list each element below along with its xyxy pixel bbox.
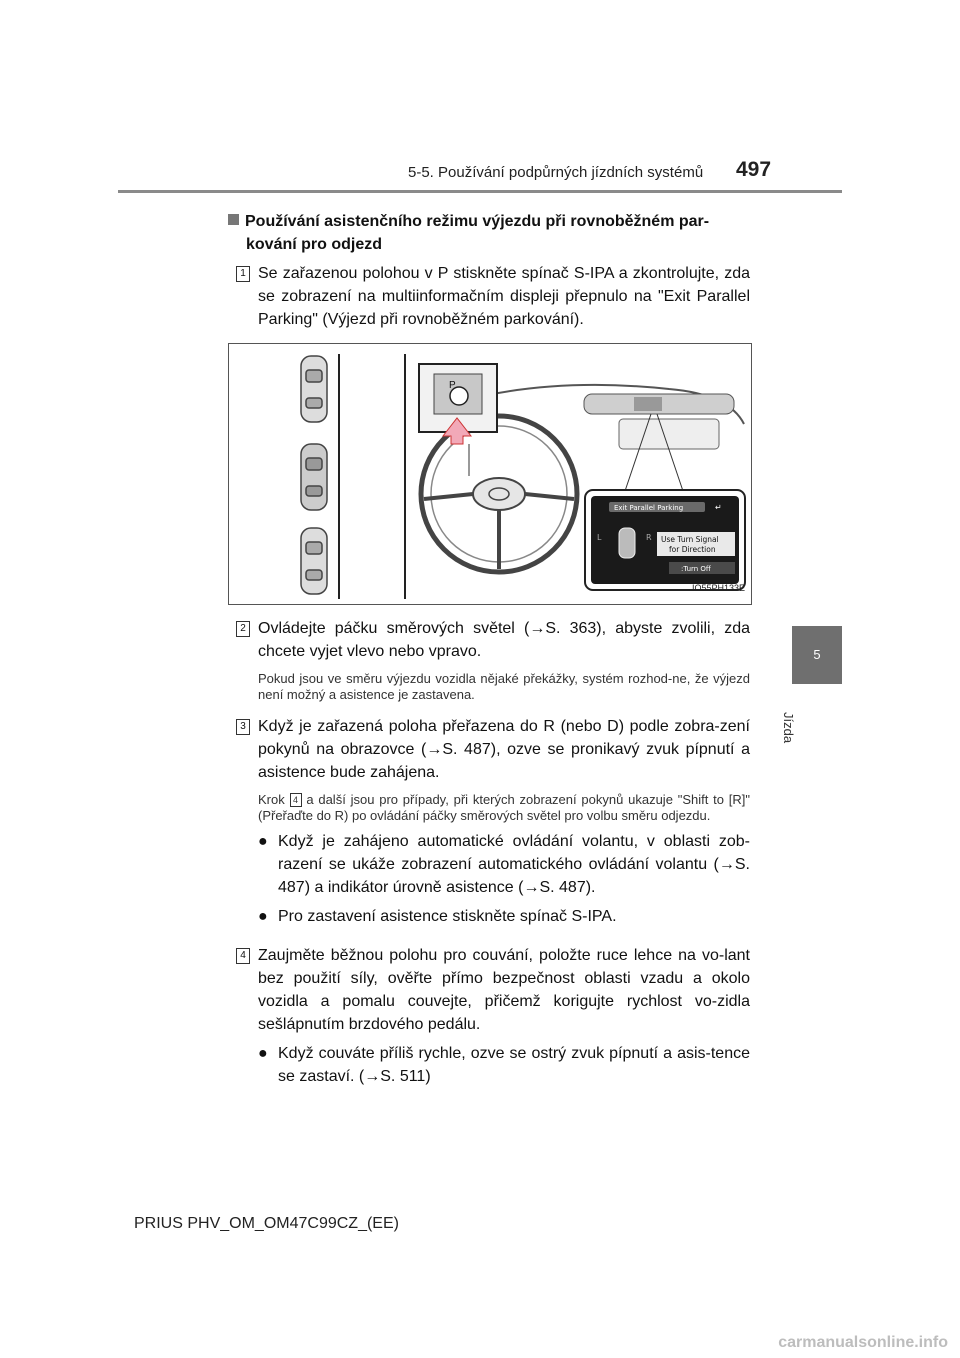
step-2: [228, 617, 750, 663]
step-text: Ovládejte páčku směrových světel (→S. 363), abyste zvolili, zda chcete vyjet vlevo nebo vpravo.: [258, 620, 750, 660]
round-bullet-icon: ●: [258, 1045, 268, 1062]
header-divider: [118, 190, 842, 193]
svg-text:R: R: [646, 533, 652, 542]
button-letter: P: [449, 380, 456, 391]
step-note: Pokud jsou ve směru výjezdu vozidla nějaké překážky, systém rozhod-ne, že výjezd není možný a asistence je zastavena.: [258, 671, 750, 702]
bullet-item: ● Pro zastavení asistence stiskněte spínač S-IPA.: [228, 905, 750, 928]
car-icon: [301, 444, 327, 510]
svg-text:L: L: [597, 533, 602, 542]
svg-text::Turn Off: :Turn Off: [681, 565, 711, 573]
step-number: 4: [236, 948, 250, 964]
chapter-tab-label: Jízda: [781, 712, 796, 744]
figure-code: IO55PH133E: [691, 583, 745, 593]
dashboard-illustration: [229, 344, 751, 604]
step-3: [228, 715, 750, 784]
chapter-tab: 5: [792, 626, 842, 684]
bullet-item: ● Když couváte příliš rychle, ozve se ostrý zvuk pípnutí a asis-tence se zastaví. (→S. 511): [228, 1042, 750, 1088]
page-number: 497: [736, 158, 772, 181]
step-4: [228, 944, 750, 1036]
square-bullet-icon: [228, 214, 239, 225]
screen-title: Exit Parallel Parking: [614, 504, 684, 512]
step-text: Se zařazenou polohou v P stiskněte spínač S-IPA a zkontrolujte, zda se zobrazení na multiinformačním displeji přepnulo na "Exit Parallel Parking" (Výjezd při rovnoběžném parkování).: [258, 265, 750, 328]
car-icon: [301, 356, 327, 422]
step-text: Zaujměte běžnou polohu pro couvání, položte ruce lehce na vo-lant bez použití síly, ověřte přímo bezpečnost oblasti vzadu a okolo vozidla a pomalu couvejte, přičemž korigujte rychlost vo-zidla sešlápnutím brzdového pedálu.: [258, 947, 750, 1033]
illustration: [228, 343, 752, 605]
subsection-heading: Používání asistenčního režimu výjezdu při rovnoběžném par-: [228, 210, 750, 233]
svg-text:for Direction: for Direction: [669, 545, 716, 554]
step-note: Krok 4 a další jsou pro případy, při kterých zobrazení pokynů ukazuje "Shift to [R]" (Přeřaďte do R) po ovládání páčky směrových světel pro volbu směru odjezdu.: [258, 792, 750, 823]
round-bullet-icon: ●: [258, 908, 268, 925]
bullet-item: ● Když je zahájeno automatické ovládání volantu, v oblasti zob-razení se ukáže zobrazení automatického ovládání volantu (→S. 487) a indikátor úrovně asistence (→S. 487).: [228, 830, 750, 899]
step-number: 1: [236, 266, 250, 282]
watermark: carmanualsonline.info: [778, 1334, 948, 1351]
step-number: 2: [236, 621, 250, 637]
step-text: Když je zařazená poloha přeřazena do R (nebo D) podle zobra-zení pokynů na obrazovce (→S. 487), ozve se pronikavý zvuk pípnutí a asistence bude zahájena.: [258, 718, 750, 781]
page-body: [228, 210, 750, 1088]
svg-text:Use Turn Signal: Use Turn Signal: [661, 535, 719, 544]
section-title: 5-5. Používání podpůrných jízdních systémů: [408, 164, 704, 181]
step-1: [228, 262, 750, 331]
svg-text:↵: ↵: [715, 503, 722, 512]
car-icon: [301, 528, 327, 594]
step-number: 3: [236, 719, 250, 735]
round-bullet-icon: ●: [258, 833, 268, 850]
step-reference: 4: [290, 793, 302, 807]
footer-document-code: PRIUS PHV_OM_OM47C99CZ_(EE): [134, 1215, 399, 1232]
subsection-heading-cont: kování pro odjezd: [246, 236, 383, 253]
